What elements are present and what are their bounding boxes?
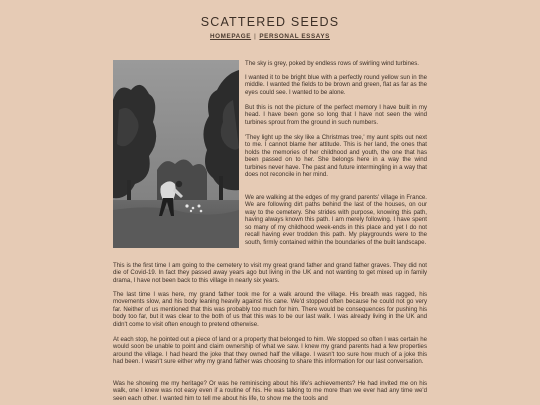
article-paragraph: At each stop, he pointed out a piece of land or a property that belonged to him. We stopped so often I was certain he would soon be unable to point and claim ownership of what we saw. I knew my grand parents had a few properties around the village. I had heard the joke that they owned half the village. I wasn't too sure how much of a joke this had been. I wasn't sure either why my grand father was choosing to share this information for our last conversation. (113, 336, 427, 366)
article-paragraph: 'They light up the sky like a Christmas tree,' my aunt spits out next to me. I cannot blame her attitude. This is her land, the ones that holds the memories of her childhood and youth, the one that has been passed on to her. She belongs here in a way the wind turbines never have. The past and future intermingling in a way that does not reconcile in her mind. (245, 134, 427, 179)
nav-link-personal-essays[interactable]: PERSONAL ESSAYS (259, 33, 330, 40)
site-title: SCATTERED SEEDS (200, 15, 340, 29)
article-paragraph: But this is not the picture of the perfect memory I have built in my head. I have been gone so long that I have not seen the wind turbines sprout from the ground in such numbers. (245, 104, 427, 126)
nav-separator: | (254, 33, 257, 40)
article-paragraph: The sky is grey, poked by endless rows of swirling wind turbines. (245, 60, 419, 67)
photo-figure-in-orchard-icon (113, 60, 239, 248)
article-paragraph: I wanted it to be bright blue with a perfectly round yellow sun in the middle. I wanted the fields to be brown and green, flat as far as the eyes could see. I wanted to be alone. (245, 74, 427, 96)
main-nav (0, 33, 540, 40)
article-paragraph: This is the first time I am going to the cemetery to visit my great grand father and grand father graves. They did not die of Covid-19. In fact they passed away years ago but living in the UK and not wanting to get mixed up in family drama, I have not been back to this village in nearly six years. (113, 262, 427, 284)
nav-link-homepage[interactable]: HOMEPAGE (210, 33, 252, 40)
article-photo (113, 60, 239, 248)
article-paragraph: Was he showing me my heritage? Or was he reminiscing about his life's achievements? He had invited me on his walk, one I knew was not easy even if a routine of his. He was talking to me more than we ever had any time we'd seen each other. I wanted him to tell me about his life, to show me the tools and (113, 380, 427, 402)
article-paragraph: We are walking at the edges of my grand parents' village in France. We are following dirt paths behind the last of the houses, on our way to the cemetery. She strides with purpose, knowing this path, having always known this path. I am merely following. I have spent so many of my childhood week-ends in this place and yet I do not recall having ever trodden this path. My playgrounds were to the south, firmly contained within the boundaries of the built landscape. (245, 194, 427, 246)
article-paragraph: The last time I was here, my grand father took me for a walk around the village. His breath was ragged, his movements slow, and his body leaning heavily against his cane. We'd stopped often because he could not go very far. Neither of us mentioned that this was probably too much for him. There would be consequences for pushing his body too far, but it was clear to the both of us that this was to be our last walk. I was already living in the UK and didn't come to visit often enough to pretend otherwise. (113, 291, 427, 328)
